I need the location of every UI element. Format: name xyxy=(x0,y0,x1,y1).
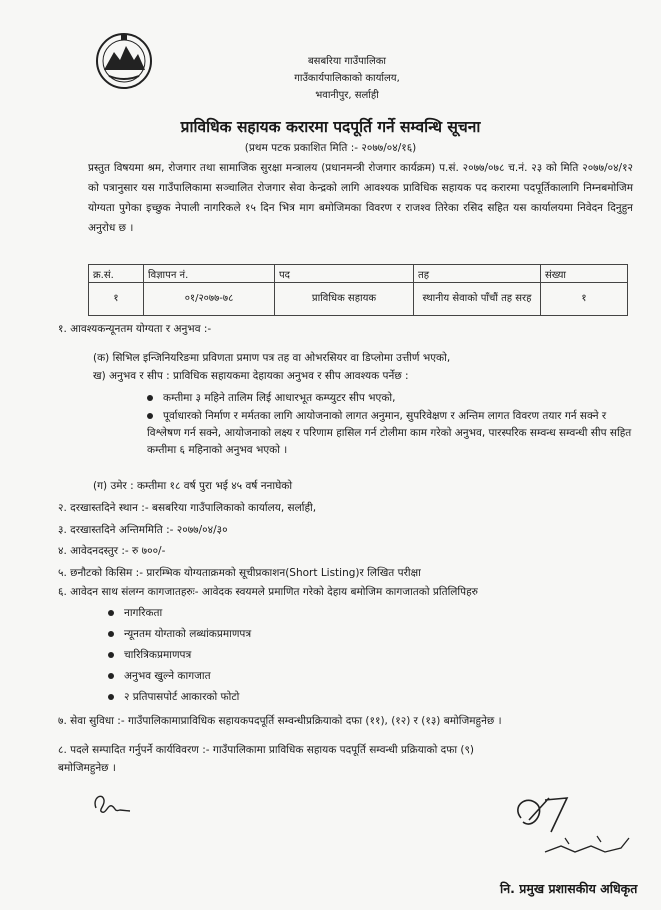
government-emblem-icon xyxy=(95,30,153,92)
office-header xyxy=(272,53,422,104)
col-serial: क्र.सं. xyxy=(89,265,144,283)
cell-level: स्थानीय सेवाको पाँचौं तह सरह xyxy=(414,283,541,316)
col-ad-no: विज्ञापन नं. xyxy=(144,265,275,283)
qualification-ka: (क) सिभिल इन्जिनियरिङमा प्रविणता प्रमाण पत्र तह वा ओभरसियर वा डिप्लोमा उत्तीर्ण भएको, xyxy=(93,352,451,364)
section-6: ६. आवेदन साथ संलग्न कागजातहरुः- आवेदक स्वयमले प्रमाणित गरेको देहाय बमोजिम कागजातको प्रतिलिपिहरु xyxy=(58,586,478,598)
qualification-kha: ख) अनुभव र सीप : प्राविधिक सहायकमा देहायका अनुभव र सीप आवश्यक पर्नेछ : xyxy=(93,370,409,382)
table-row xyxy=(89,283,628,316)
signature-left xyxy=(90,790,136,819)
list-item xyxy=(108,690,239,704)
notice-subtitle: (प्रथम पटक प्रकाशित मिति :- २०७७/०४/१६) xyxy=(244,142,417,154)
list-item-text: नागरिकता xyxy=(124,607,163,619)
col-count: संख्या xyxy=(541,265,628,283)
section-8: ८. पदले सम्पादित गर्नुपर्ने कार्यविवरण :- गाउँपालिकामा प्राविधिक सहायक पदपूर्ति सम्वन्धी प्रक्रियाको दफा (९) xyxy=(58,744,475,756)
list-item xyxy=(108,669,211,683)
table-header-row xyxy=(89,265,628,283)
section-3: ३. दरखास्तदिने अन्तिममिति :- २०७७/०४/३० xyxy=(58,524,228,536)
bullet-icon xyxy=(108,631,114,637)
cell-serial: १ xyxy=(89,283,144,316)
qualification-ga: (ग) उमेर : कम्तीमा १८ वर्ष पुरा भई ४५ वर्ष ननाघेको xyxy=(93,480,293,492)
col-post: पद xyxy=(275,265,414,283)
office-address: भवानीपुर, सर्लाही xyxy=(315,90,379,101)
bullet-icon xyxy=(108,694,114,700)
post-table xyxy=(88,264,628,316)
bullet-icon xyxy=(108,652,114,658)
list-item xyxy=(108,627,251,641)
section-5: ५. छनौटको किसिम :- प्रारम्भिक योग्यताक्रमको सूचीप्रकाशन(Short Listing)र लिखित परीक्षा xyxy=(58,567,421,579)
list-item xyxy=(108,606,162,620)
list-item-text: अनुभव खुल्ने कागजात xyxy=(124,670,211,682)
section-1-heading: १. आवश्यकन्यूनतम योग्यता र अनुभव :- xyxy=(58,323,212,335)
section-8-continued: बमोजिमहुनेछ । xyxy=(58,762,116,774)
cell-ad-no: ०१/२०७७-७८ xyxy=(144,283,275,316)
office-name: बसबरिया गाउँपालिका xyxy=(307,56,387,67)
signature-right xyxy=(505,790,635,873)
list-item-text: कम्तीमा ३ महिने तालिम लिई आधारभूत कम्प्युटर सीप भएको, xyxy=(163,392,396,404)
cell-post: प्राविधिक सहायक xyxy=(275,283,414,316)
list-item xyxy=(147,391,395,405)
col-level: तह xyxy=(414,265,541,283)
list-item xyxy=(147,408,637,459)
bullet-icon xyxy=(147,395,153,401)
list-item xyxy=(108,648,191,662)
list-item-text: पूर्वाधारको निर्माण र मर्मतका लागि आयोजनाको लागत अनुमान, सुपरिवेक्षण र अन्तिम लागत विवरण तयार गर्न सक्ने र विश्लेषण गर्न सक्ने, आयोजनाको लक्ष्य र परिणाम हासिल गर्न टोलीमा काम गरेको अनुभव, पारस्परिक सम्वन्ध सम्वन्धी सीप सहित कम्तीमा ६ महिनाको अनुभव भएको । xyxy=(147,410,632,456)
section-2: २. दरखास्तदिने स्थान :- बसबरिया गाउँपालिकाको कार्यालय, सर्लाही, xyxy=(58,502,317,514)
section-7: ७. सेवा सुविधा :- गाउँपालिकामाप्राविधिक सहायकपदपूर्ति सम्वन्धीप्रक्रियाको दफा (११), (१२) र (१३) बमोजिमहुनेछ । xyxy=(58,715,502,727)
bullet-icon xyxy=(108,610,114,616)
bullet-icon xyxy=(147,413,153,419)
intro-paragraph: प्रस्तुत विषयमा श्रम, रोजगार तथा सामाजिक सुरक्षा मन्त्रालय (प्रधानमन्त्री रोजगार कार्यक्रम) प.सं. २०७७/०७८ च.नं. २३ को मिति २०७७/०४/१२ को पत्रानुसार यस गाउँपालिकामा सञ्चालित रोजगार सेवा केन्द्रको लागि आवश्यक प्राविधिक सहायक पद करारमा पदपूर्तिकालागि निम्नबमोजिम योग्यता पुगेका इच्छुक नेपाली नागरिकले १५ दिन भित्र माग बमोजिमका विवरण र राजश्व तिरेका रसिद सहित यस कार्यालयमा निवेदन दिनुहुन अनुरोध छ । xyxy=(88,162,633,234)
list-item-text: न्यूनतम योग्ताको लब्धांकप्रमाणपत्र xyxy=(124,628,252,640)
list-item-text: चारित्रिकप्रमाणपत्र xyxy=(124,649,192,661)
officer-stamp: नि. प्रमुख प्रशासकीय अधिकृत xyxy=(500,881,638,896)
notice-title: प्राविधिक सहायक करारमा पदपूर्ति गर्ने सम्वन्धि सूचना xyxy=(180,118,481,136)
list-item-text: २ प्रतिपासपोर्ट आकारको फोटो xyxy=(124,691,240,703)
office-subname: गाउँकार्यपालिकाको कार्यालय, xyxy=(294,73,400,84)
section-4: ४. आवेदनदस्तुर :- रु ७००/- xyxy=(58,545,166,557)
cell-count: १ xyxy=(541,283,628,316)
bullet-icon xyxy=(108,673,114,679)
